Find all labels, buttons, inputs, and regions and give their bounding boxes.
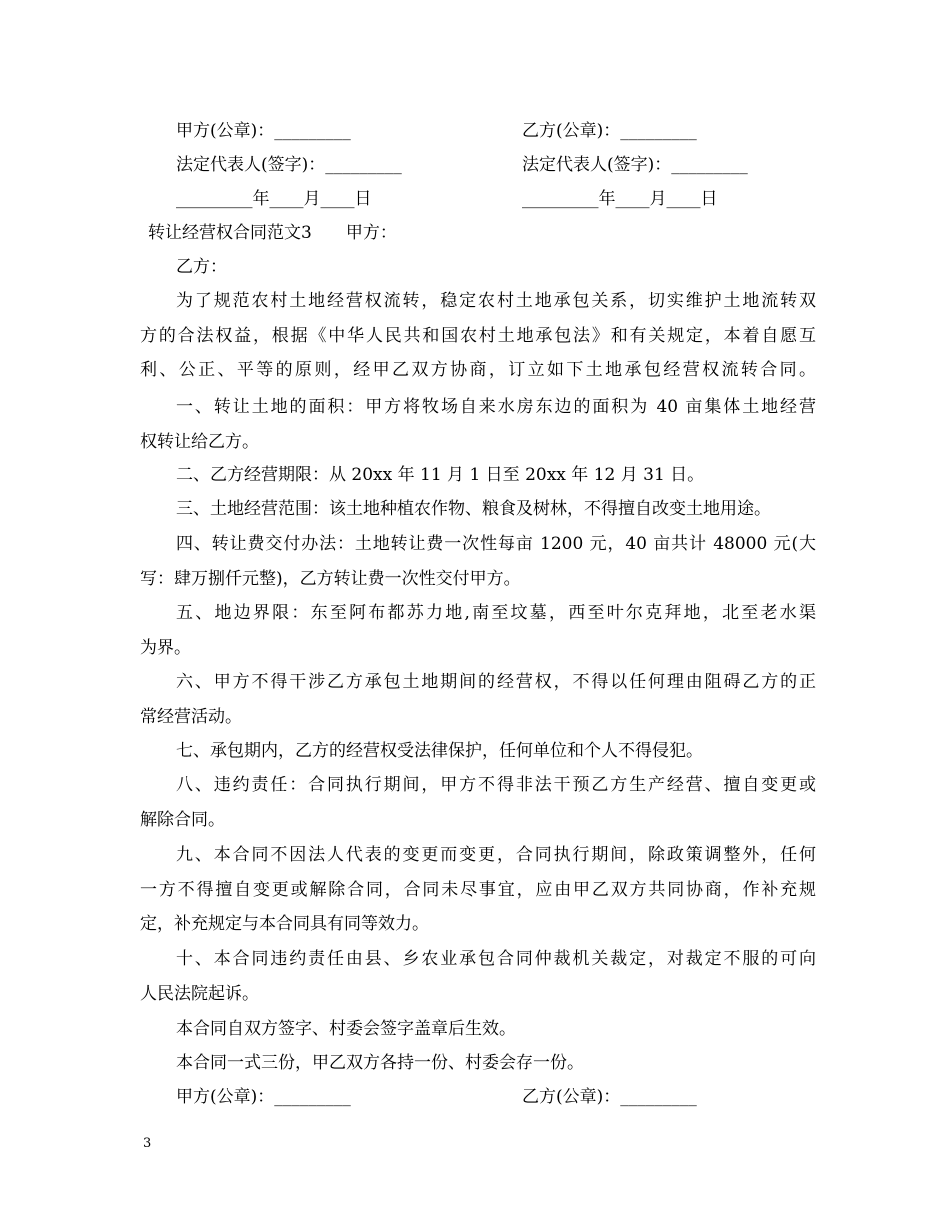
party-b-date: _________年____月____日: [522, 189, 718, 209]
text-line: 为界。: [140, 637, 191, 658]
party-b-representative: 法定代表人(签字)：_________: [522, 155, 748, 175]
text-line: 七、承包期内，乙方的经营权受法律保护，任何单位和个人不得侵犯。: [176, 741, 703, 761]
clause-8: [140, 768, 816, 837]
party-a-seal: 甲方(公章)：_________: [176, 1087, 351, 1107]
clause-2: [140, 458, 816, 493]
text-line: 为了规范农村土地经营权流转，稳定农村土地承包关系，切实维护土地流转双: [176, 291, 816, 311]
party-a-representative: 法定代表人(签字)：_________: [176, 155, 402, 175]
clause-3: [140, 492, 816, 527]
clause-10: [140, 942, 816, 1011]
text-line: 五、地边界限：东至阿布都苏力地,南至坟墓，西至叶尔克拜地，北至老水渠: [176, 603, 816, 623]
text-line: 一方不得擅自变更或解除合同，合同未尽事宜，应由甲乙双方共同协商，作补充规: [140, 879, 816, 900]
text-line: 定，补充规定与本合同具有同等效力。: [140, 914, 429, 934]
text-line: 本合同一式三份，甲乙双方各持一份、村委会存一份。: [176, 1053, 584, 1073]
title-row: [148, 216, 397, 250]
page-number: 3: [143, 1136, 152, 1151]
party-b-label: 乙方：: [176, 257, 227, 277]
text-line: 权转让给乙方。: [140, 431, 259, 452]
clause-4: [140, 527, 816, 596]
clause-5: [140, 596, 816, 665]
signature-row-seal: [140, 114, 820, 148]
party-a-date: _________年____月____日: [176, 189, 372, 209]
text-line: 利、公正、平等的原则，经甲乙双方协商，订立如下土地承包经营权流转合同。: [140, 360, 816, 380]
party-b-seal: 乙方(公章)：_________: [522, 1087, 697, 1107]
clause-1: [140, 390, 816, 459]
text-line: 四、转让费交付办法：土地转让费一次性每亩 1200 元，40 亩共计 48000 元(大: [176, 534, 816, 554]
text-line: 方的合法权益，根据《中华人民共和国农村土地承包法》和有关规定，本着自愿互: [140, 325, 816, 346]
clause-6: [140, 665, 816, 734]
text-line: 六、甲方不得干涉乙方承包土地期间的经营权，不得以任何理由阻碍乙方的正: [176, 672, 816, 692]
copies-note: [140, 1046, 816, 1081]
party-a-label: 甲方：: [345, 223, 397, 243]
text-line: 十、本合同违约责任由县、乡农业承包合同仲裁机关裁定，对裁定不服的可向: [176, 949, 816, 969]
text-line: 一、转让土地的面积：甲方将牧场自来水房东边的面积为 40 亩集体土地经营: [176, 397, 816, 417]
text-line: 三、土地经营范围：该土地种植农作物、粮食及树林，不得擅自改变土地用途。: [176, 499, 771, 519]
doc-title: 转让经营权合同范文3: [148, 223, 312, 243]
party-a-seal: 甲方(公章)：_________: [176, 121, 351, 141]
text-line: 八、违约责任：合同执行期间，甲方不得非法干预乙方生产经营、擅自变更或: [176, 775, 816, 795]
party-b-seal: 乙方(公章)：_________: [522, 121, 697, 141]
clause-9: [140, 838, 816, 942]
party-b-line: [140, 250, 816, 285]
text-line: 常经营活动。: [140, 706, 242, 727]
text-line: 人民法院起诉。: [140, 983, 259, 1004]
text-line: 写：肆万捌仟元整)，乙方转让费一次性交付甲方。: [140, 568, 521, 589]
signature-row-date: [140, 182, 820, 216]
text-line: 解除合同。: [140, 809, 225, 830]
text-line: 九、本合同不因法人代表的变更而变更，合同执行期间，除政策调整外，任何: [176, 845, 816, 865]
signature-row-rep: [140, 148, 820, 182]
intro-paragraph: [140, 284, 816, 388]
signature-row-seal-bottom: [140, 1080, 820, 1114]
text-line: 本合同自双方签字、村委会签字盖章后生效。: [176, 1019, 516, 1039]
text-line: 二、乙方经营期限：从 20xx 年 11 月 1 日至 20xx 年 12 月 31 日。: [176, 465, 705, 485]
effective-note: [140, 1012, 816, 1047]
clause-7: [140, 734, 816, 769]
